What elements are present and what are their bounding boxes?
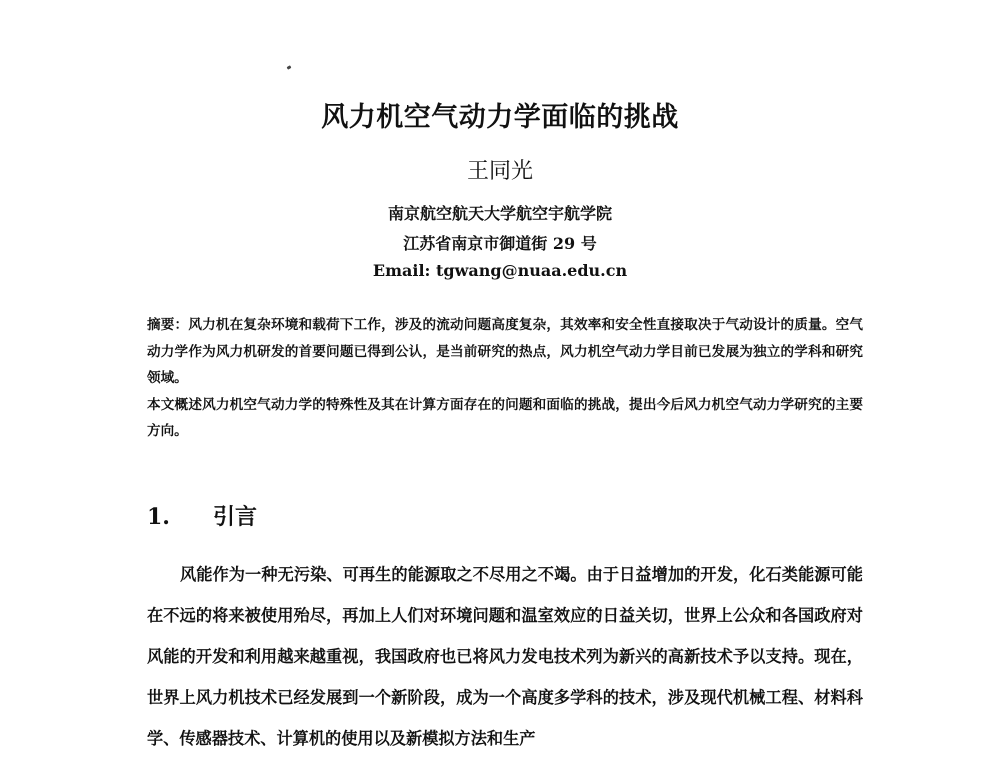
section-heading	[147, 502, 257, 532]
section-title: 引言	[213, 504, 258, 530]
abstract-paragraph-1: 摘要：风力机在复杂环境和载荷下工作，涉及的流动问题高度复杂，其效率和安全性直接取决于气动设计的质量。空气动力学作为风力机研发的首要问题已得到公认，是当前研究的热点，风力机空气动力学目前已发展为独立的学科和研究领域。	[147, 317, 863, 386]
affiliation-address: 江苏省南京市御道街 29 号	[403, 234, 597, 253]
abstract-paragraph-2: 本文概述风力机空气动力学的特殊性及其在计算方面存在的问题和面临的挑战，提出今后风力机空气动力学研究的主要方向。	[147, 396, 863, 439]
abstract	[147, 312, 863, 445]
section-number: 1.	[147, 504, 170, 530]
affiliation-institution: 南京航空航天大学航空宇航学院	[387, 204, 612, 223]
author-name: 王同光	[466, 159, 533, 184]
section-paragraph: 风能作为一种无污染、可再生的能源取之不尽用之不竭。由于日益增加的开发，化石类能源可能在不远的将来被使用殆尽，再加上人们对环境问题和温室效应的日益关切，世界上公众和各国政府对风能的开发和利用越来越重视，我国政府也已将风力发电技术列为新兴的高新技术予以支持。现在，世界上风力机技术已经发展到一个新阶段，成为一个高度多学科的技术，涉及现代机械工程、材料科学、传感器技术、计算机的使用以及新模拟方法和生产	[147, 565, 863, 748]
paper-title: 风力机空气动力学面临的挑战	[321, 102, 679, 133]
affiliation-email: Email: tgwang@nuaa.edu.cn	[372, 261, 628, 280]
scan-speck	[287, 65, 292, 70]
